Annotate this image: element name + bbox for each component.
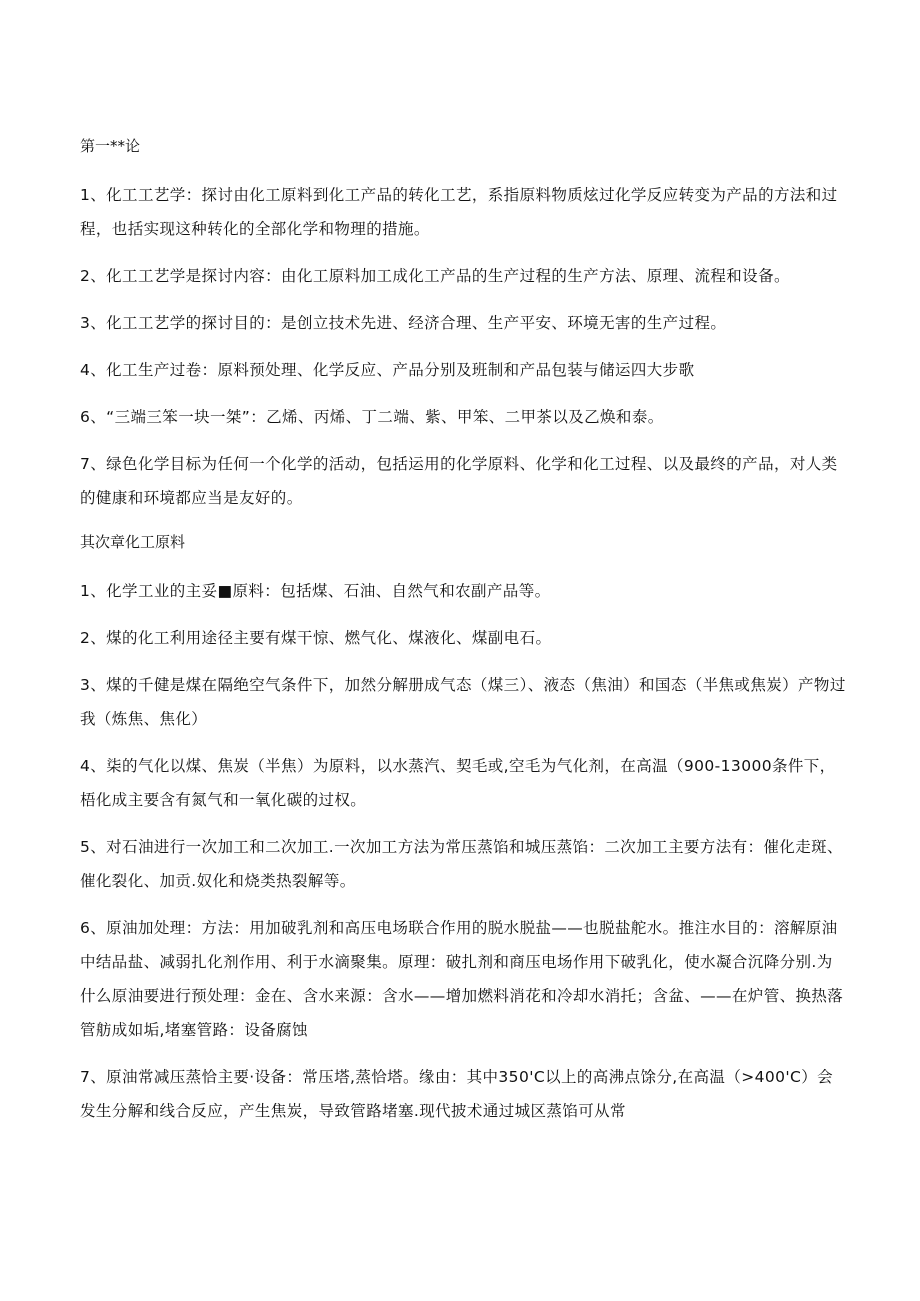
- chapter-2-item-2: 2、煤的化工利用途径主要有煤干惊、燃气化、煤液化、煤副电石。: [80, 629, 552, 647]
- chapter-2-item-1: 1、化学工业的主妥■原料：包括煤、石油、自然气和农副产品等。: [80, 582, 551, 600]
- chapter-1-item-7: 7、绿色化学目标为任何一个化学的活动，包括运用的化学原料、化学和化工过程、以及最终的产品，对人类的健康和环境都应当是友好的。: [80, 455, 838, 507]
- chapter-1-item-2: 2、化工工艺学是探讨内容：由化工原料加工成化工产品的生产过程的生产方法、原理、流程和设备。: [80, 267, 790, 285]
- document-body: [80, 132, 846, 1141]
- chapter-1-item-1: 1、化工工艺学：探讨由化工原料到化工产品的转化工艺，系指原料物质炫过化学反应转变为产品的方法和过程，也括实现这种转化的全部化学和物理的措施。: [80, 186, 838, 238]
- chapter-1-title: 第一**论: [80, 137, 141, 155]
- chapter-1-item-3: 3、化工工艺学的探讨目的：是创立技术先进、经济合理、生产平安、环境无害的生产过程。: [80, 314, 727, 332]
- chapter-2-item-7: 7、原油常减压蒸恰主要·设备：常压塔,蒸恰塔。缘由：其中350'C以上的高沸点馀分,在高温（>400'C）会发生分解和线合反应，产生焦炭，导致管路堵塞.现代披术通过城区蒸馅可从常: [80, 1068, 834, 1120]
- chapter-2-title: 其次章化工原料: [80, 533, 186, 551]
- chapter-2-item-6: 6、原油加处理：方法：用加破乳剂和高压电场联合作用的脱水脱盐——也脱盐舵水。推注水目的：溶解原油中结品盐、减弱扎化剂作用、利于水滴聚集。原理：破扎剂和商压电场作用下破乳化，使水凝合沉降分别.为什么原油要进行预处理：金在、含水来源：含水——增加燃料消花和冷却水消托；含盆、——在炉管、换热落管舫成如垢,堵塞管路：设备腐蚀: [80, 919, 844, 1039]
- chapter-2-item-3: 3、煤的千健是煤在隔绝空气条件下，加然分解册成气态（煤三）、液态（焦油）和国态（半焦或焦炭）产物过我（炼焦、焦化）: [80, 676, 846, 728]
- chapter-2-item-4: 4、柒的气化以煤、焦炭（半焦）为原料，以水蒸汽、契毛或,空毛为气化剂，在高温（900-13000条件下，梧化成主要含有氮气和一氧化碳的过权。: [80, 757, 836, 809]
- chapter-1-item-6: 6、“三端三笨一块一桀”：乙烯、丙烯、丁二端、紫、甲笨、二甲茶以及乙焕和泰。: [80, 408, 664, 426]
- chapter-1-item-4: 4、化工生产过卷：原料预处理、化学反应、产品分别及班制和产品包装与储运四大步歌: [80, 361, 695, 379]
- chapter-2-item-5: 5、对石油进行一次加工和二次加工.一次加工方法为常压蒸馅和城压蒸馅：二次加工主要方法有：催化走斑、催化裂化、加贡.奴化和烧类热裂解等。: [80, 838, 843, 890]
